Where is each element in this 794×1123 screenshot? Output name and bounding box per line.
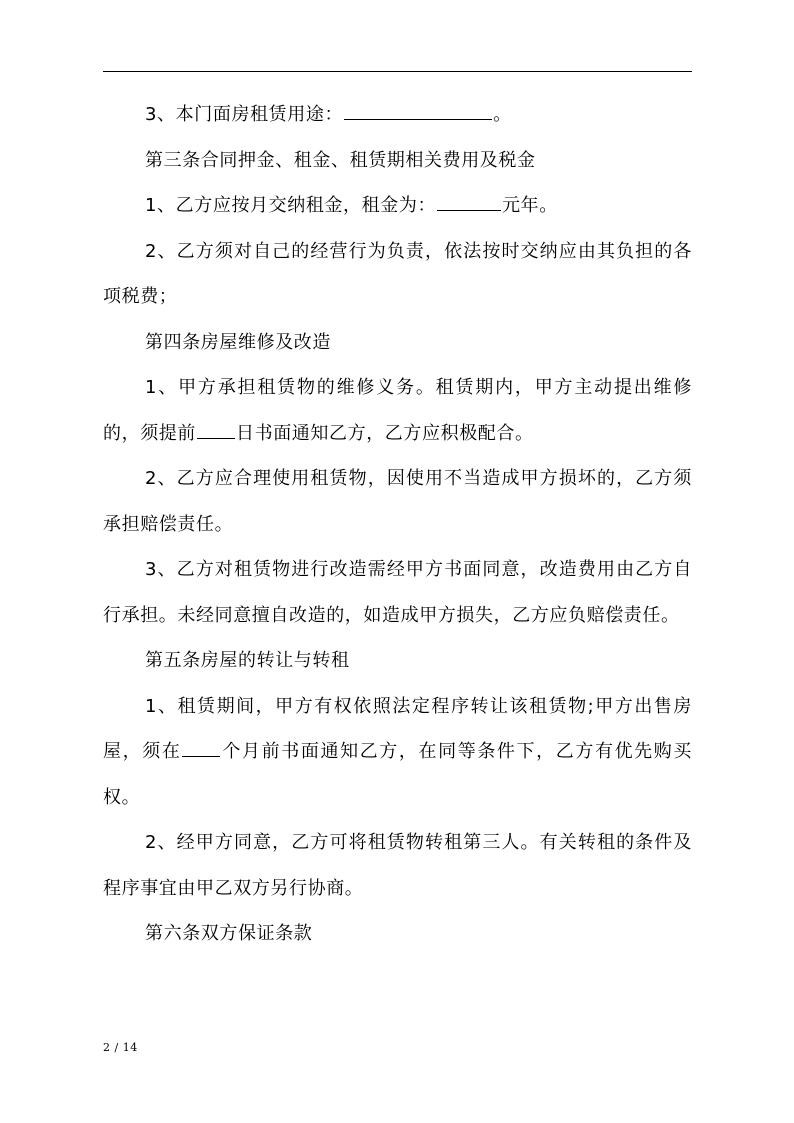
heading-article-6: 第六条双方保证条款	[145, 923, 313, 944]
paragraph-sublease: 2、经甲方同意，乙方可将租赁物转租第三人。有关转租的条件及程序事宜由甲乙双方另行协商。	[103, 832, 692, 899]
page-number: 2 / 14	[103, 1041, 138, 1054]
repair-text-end: 日书面通知乙方，乙方应积极配合。	[236, 422, 534, 444]
document-body	[103, 92, 692, 957]
heading-article-5: 第五条房屋的转让与转租	[145, 650, 350, 671]
transfer-text-end: 个月前书面通知乙方，在同等条件下，乙方有优先购买权。	[103, 741, 692, 808]
usage-end: 。	[493, 104, 512, 125]
heading-article-4: 第四条房屋维修及改造	[145, 331, 331, 353]
repair-days-blank	[197, 420, 235, 439]
paragraph-rent	[103, 183, 692, 229]
repair-text: 1、甲方承担租赁物的维修义务。租赁期内，甲方主动提出维修的，须提前	[103, 377, 692, 444]
paragraph-modification: 3、乙方对租赁物进行改造需经甲方书面同意，改造费用由乙方自行承担。未经同意擅自改造的，如造成甲方损失，乙方应负赔偿责任。	[103, 559, 692, 626]
paragraph-transfer	[103, 684, 692, 821]
paragraph-proper-use: 2、乙方应合理使用租赁物，因使用不当造成甲方损坏的，乙方须承担赔偿责任。	[103, 468, 692, 535]
paragraph-repair	[103, 365, 692, 456]
rent-unit: 元年。	[502, 195, 558, 216]
usage-text: 3、本门面房租赁用途：	[145, 104, 344, 125]
rent-blank	[437, 192, 501, 211]
paragraph-usage	[103, 92, 692, 138]
rent-text: 1、乙方应按月交纳租金，租金为：	[145, 195, 437, 216]
transfer-text: 1、租赁期间，甲方有权依照法定程序转让该租赁物;甲方出售房屋，须在	[103, 695, 692, 762]
heading-article-3: 第三条合同押金、租金、租赁期相关费用及税金	[145, 149, 536, 171]
header-rule	[103, 71, 692, 72]
usage-blank	[344, 101, 492, 120]
transfer-months-blank	[182, 738, 220, 757]
paragraph-taxes: 2、乙方须对自己的经营行为负责，依法按时交纳应由其负担的各项税费；	[103, 240, 692, 307]
